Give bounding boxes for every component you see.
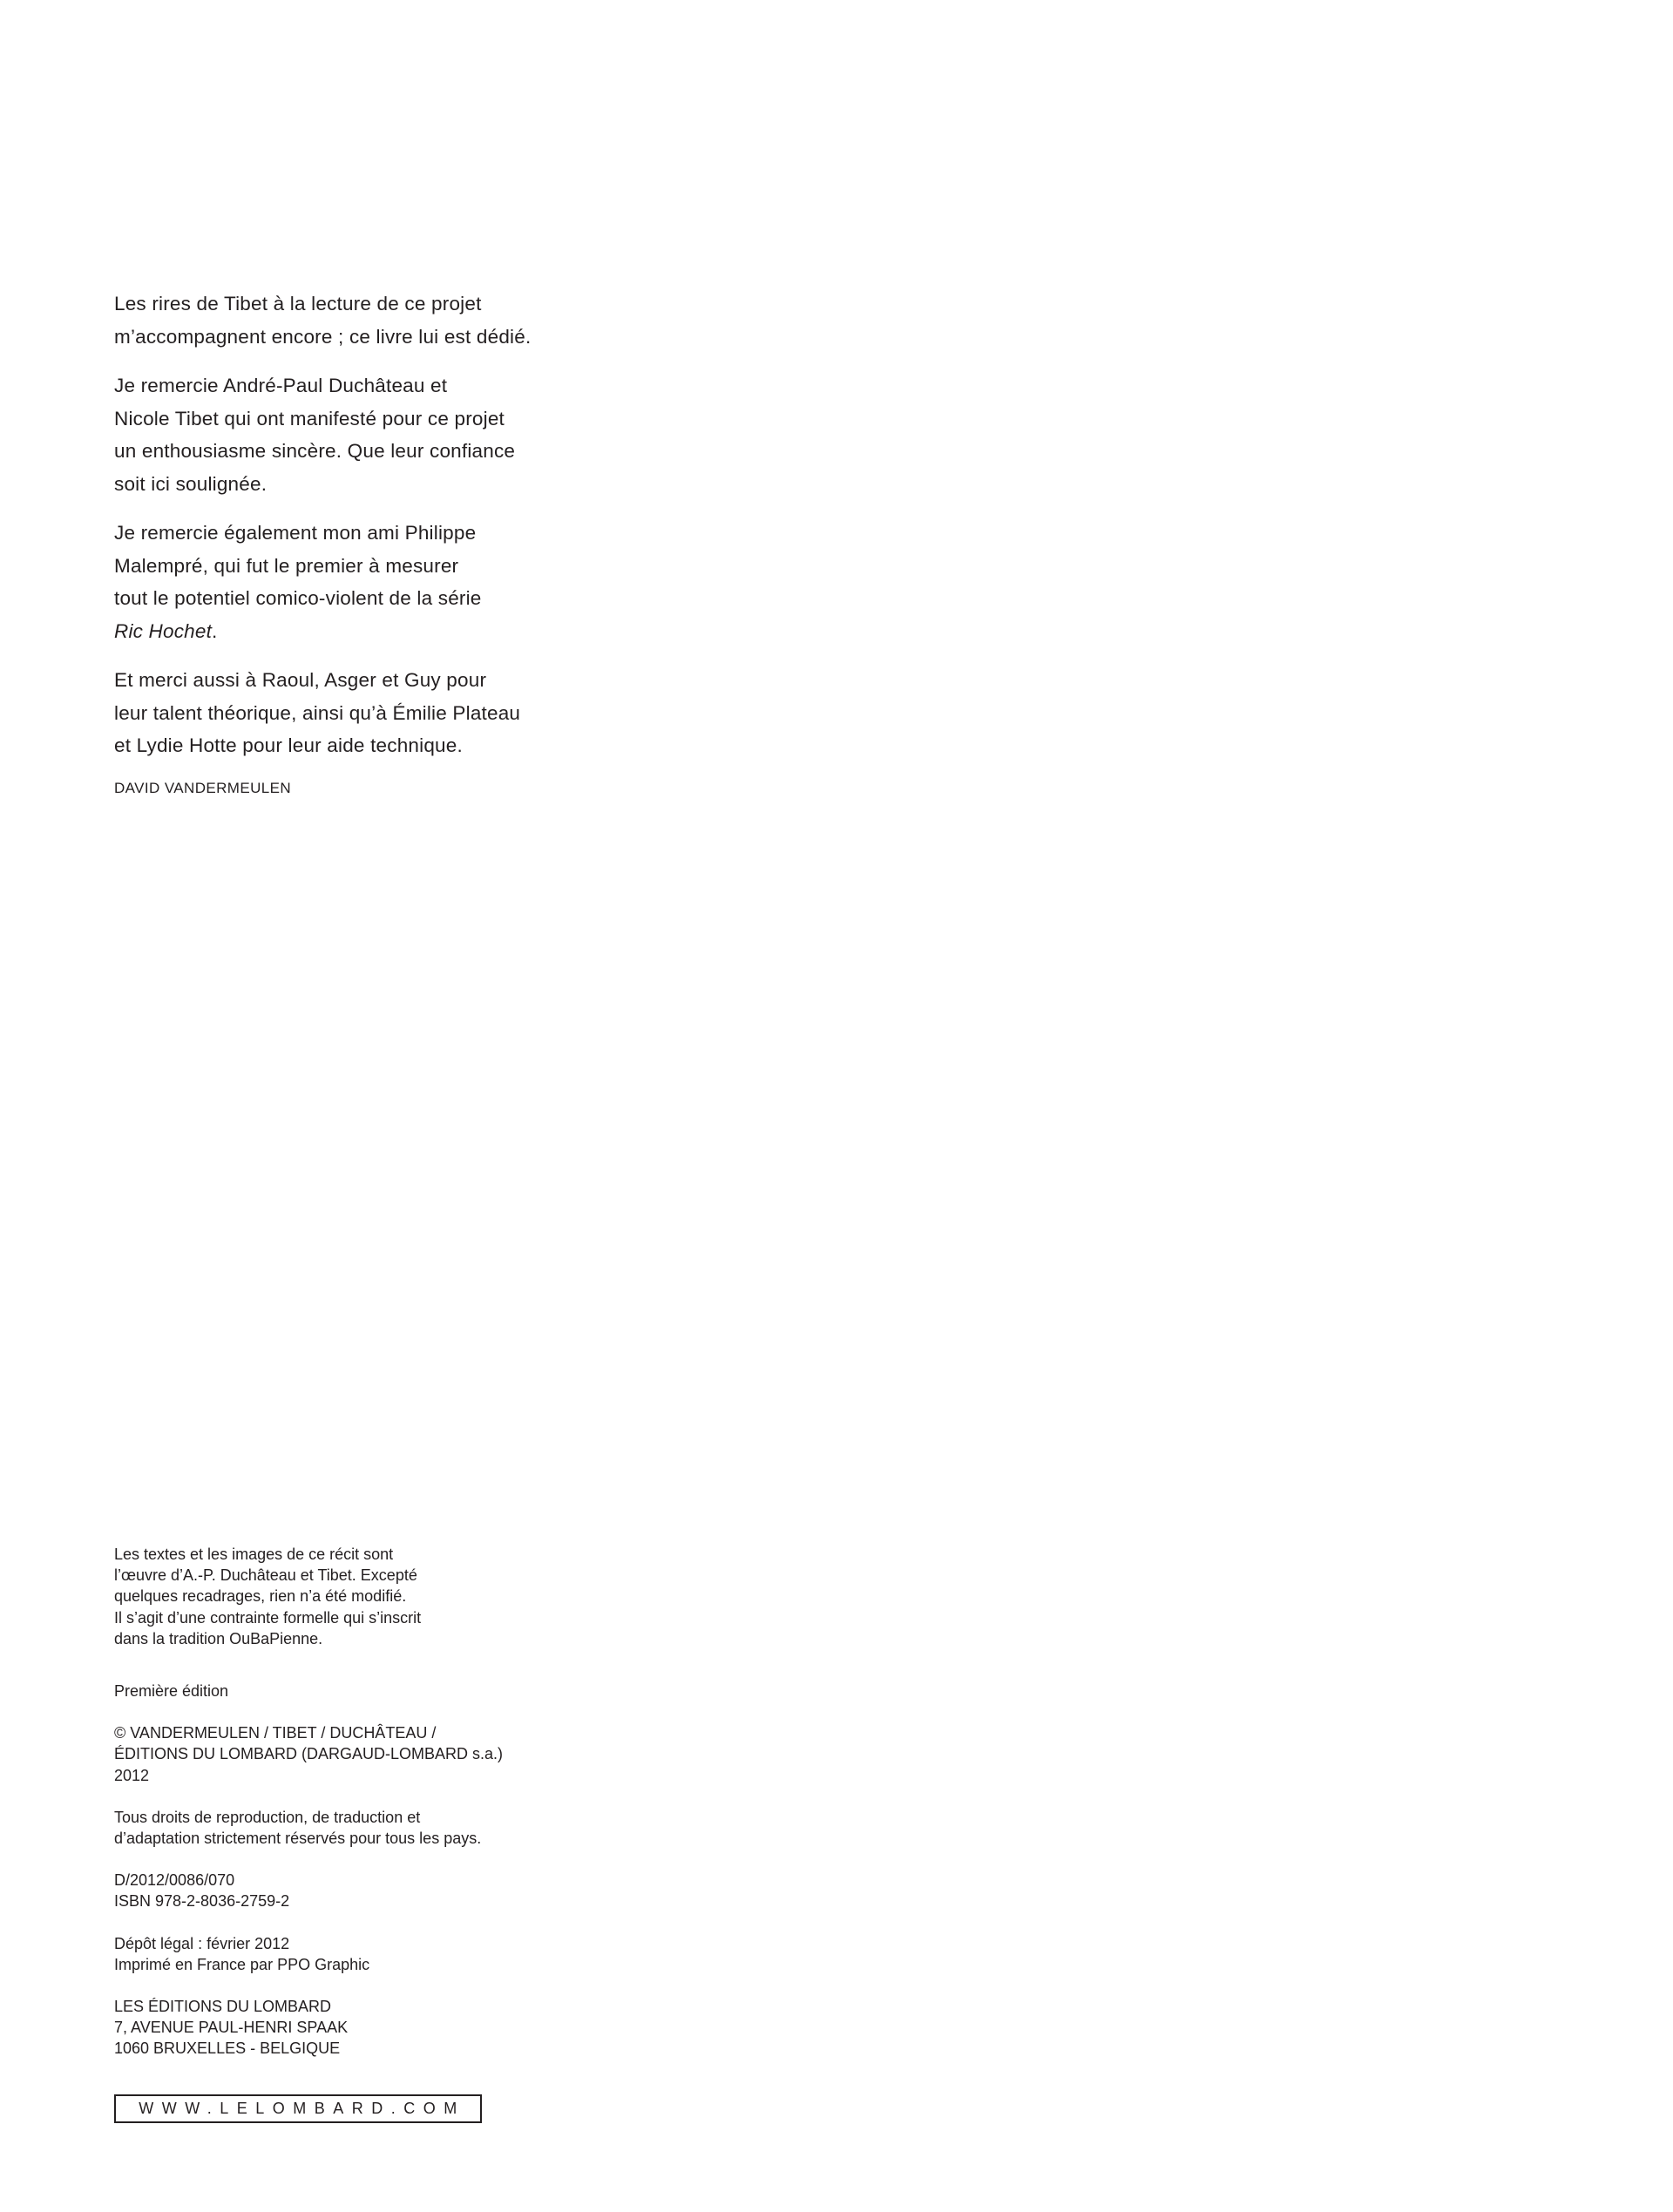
text-line: un enthousiasme sincère. Que leur confiance [114,440,516,462]
text-line: © VANDERMEULEN / TIBET / DUCHÂTEAU / [114,1724,437,1742]
text-line: Dépôt légal : février 2012 [114,1934,290,1952]
publisher-address-block [114,1996,567,2060]
text-line: Les rires de Tibet à la lecture de ce projet [114,293,482,315]
text-line: ÉDITIONS DU LOMBARD (DARGAUD-LOMBARD s.a.) [114,1745,504,1763]
acknowledgements-section [114,287,567,798]
text-line: 2012 [114,1766,150,1784]
text-line: Les textes et les images de ce récit sont [114,1546,394,1563]
legal-deposit-block [114,1933,567,1975]
colophon-section [114,1544,567,2080]
acknowledgement-paragraph-1 [114,287,567,353]
series-title-line [114,615,567,648]
rights-block [114,1807,567,1849]
identifiers-block [114,1870,567,1911]
text-line: Malempré, qui fut le premier à mesurer [114,554,459,577]
text-line: quelques recadrages, rien n’a été modifié. [114,1587,407,1606]
text-line: 7, AVENUE PAUL-HENRI SPAAK [114,2019,349,2037]
text-line: dans la tradition OuBaPienne. [114,1629,323,1647]
notice-block [114,1544,567,1649]
series-title-suffix: . [212,619,218,642]
text-line: et Lydie Hotte pour leur aide technique. [114,734,463,756]
text-line: Je remercie André-Paul Duchâteau et [114,375,448,396]
text-line: 1060 BRUXELLES - BELGIQUE [114,2040,341,2058]
text-line: leur talent théorique, ainsi qu’à Émilie Plateau [114,701,521,724]
author-signature: DAVID VANDERMEULEN [114,779,292,796]
text-line: Il s’agit d’une contrainte formelle qui s’inscrit [114,1608,422,1627]
text-line: LES ÉDITIONS DU LOMBARD [114,1998,332,2016]
series-title: Ric Hochet [114,619,213,642]
acknowledgement-paragraph-3 [114,517,567,647]
text-line: ISBN 978-2-8036-2759-2 [114,1892,290,1911]
text-line: tout le potentiel comico-violent de la série [114,587,482,609]
text-line: D/2012/0086/070 [114,1871,235,1890]
text-line: Première édition [114,1682,229,1701]
text-line: Imprimé en France par PPO Graphic [114,1955,370,1973]
acknowledgement-paragraph-2 [114,369,567,500]
website-link[interactable]: WWW.LELOMBARD.COM [114,2094,482,2123]
text-line: soit ici soulignée. [114,472,268,495]
acknowledgement-paragraph-4 [114,664,567,762]
text-line: Tous droits de reproduction, de traduction et [114,1808,421,1826]
copyright-block [114,1722,567,1786]
text-line: m’accompagnent encore ; ce livre lui est dédié. [114,325,532,348]
edition-block [114,1681,567,1701]
text-line: Nicole Tibet qui ont manifesté pour ce projet [114,407,505,430]
text-line: d’adaptation strictement réservés pour tous les pays. [114,1830,482,1848]
text-line: l’œuvre d’A.-P. Duchâteau et Tibet. Excepté [114,1566,417,1585]
text-line: Et merci aussi à Raoul, Asger et Guy pour [114,669,487,691]
text-line: Je remercie également mon ami Philippe [114,522,477,544]
